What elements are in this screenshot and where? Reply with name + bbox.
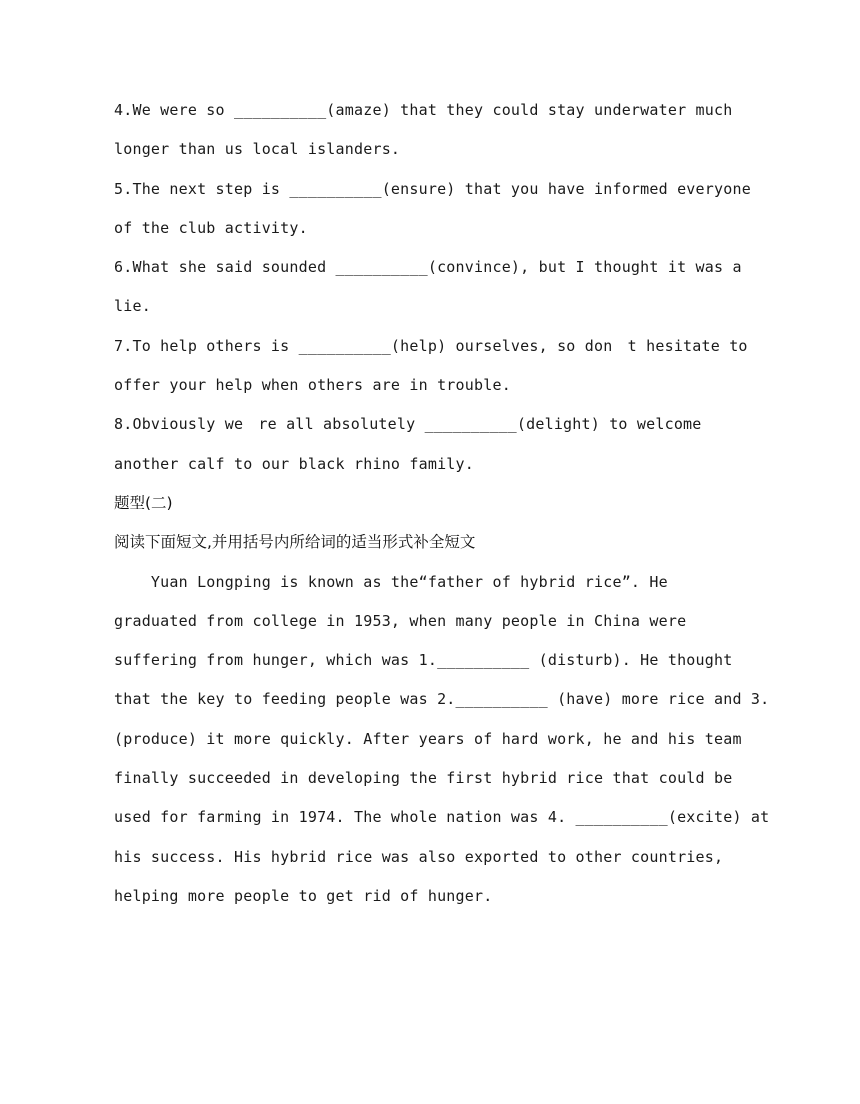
passage-line-9: helping more people to get rid of hunger. [114, 886, 493, 905]
section-title: 题型(二) [114, 493, 173, 512]
exercise-4-line-2: longer than us local islanders. [114, 140, 401, 159]
exercise-5-line-2: of the club activity. [114, 218, 308, 237]
exercise-7-line-2: offer your help when others are in trouble. [114, 376, 511, 395]
passage-line-3: suffering from hunger, which was 1.__________ (disturb). He thought [114, 651, 733, 670]
exercise-7-line-1: 7.To help others is __________(help) ourselves, so don t hesitate to [114, 336, 748, 355]
exercise-6-line-2: lie. [114, 297, 151, 316]
passage-line-5: (produce) it more quickly. After years of hard work, he and his team [114, 729, 742, 748]
passage-line-4: that the key to feeding people was 2.__________ (have) more rice and 3. [114, 690, 770, 709]
passage-line-1: Yuan Longping is known as the“father of hybrid rice”. He [114, 572, 668, 591]
exercise-4-line-1: 4.We were so __________(amaze) that they could stay underwater much [114, 101, 733, 119]
exercise-8-line-1: 8.Obviously we re all absolutely __________(delight) to welcome [114, 415, 702, 434]
passage-line-6: finally succeeded in developing the first hybrid rice that could be [114, 769, 733, 788]
document-page [114, 91, 770, 916]
passage-line-7: used for farming in 1974. The whole nation was 4. __________(excite) at [114, 808, 770, 827]
exercise-5-line-1: 5.The next step is __________(ensure) that you have informed everyone [114, 179, 751, 198]
section-instruction: 阅读下面短文,并用括号内所给词的适当形式补全短文 [114, 533, 476, 552]
passage-line-2: graduated from college in 1953, when many people in China were [114, 611, 687, 630]
exercise-8-line-2: another calf to our black rhino family. [114, 454, 474, 473]
passage-line-8: his success. His hybrid rice was also exported to other countries, [114, 847, 724, 866]
exercise-6-line-1: 6.What she said sounded __________(convince), but I thought it was a [114, 258, 742, 277]
